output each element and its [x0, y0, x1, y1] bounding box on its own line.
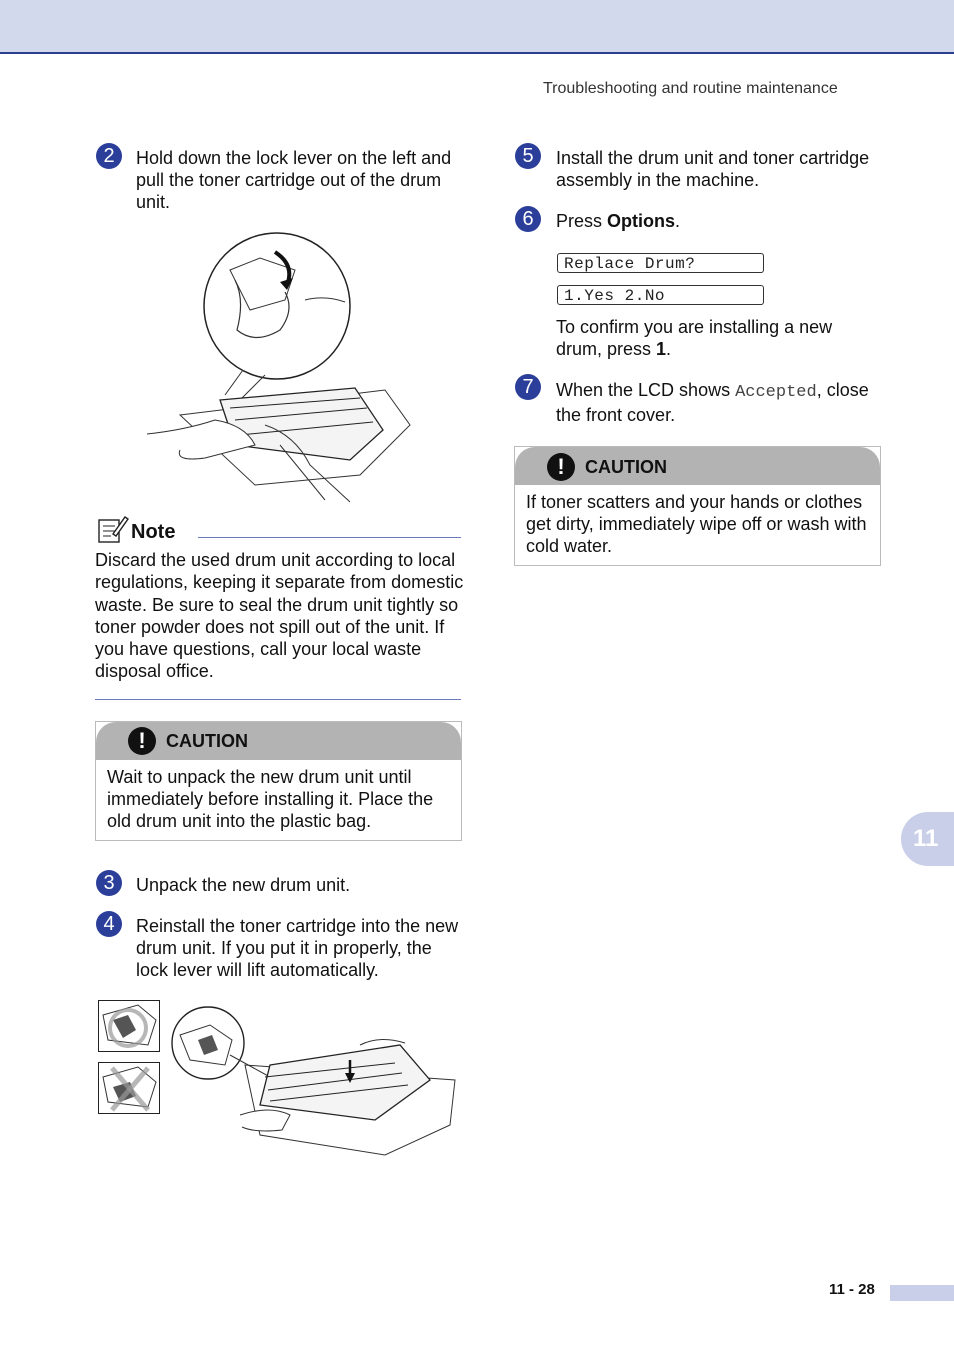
running-head: Troubleshooting and routine maintenance: [543, 80, 838, 97]
page-number: 11 - 28: [829, 1281, 875, 1298]
note-pencil-icon: [97, 514, 129, 544]
note-body: Discard the used drum unit according to local regulations, keeping it separate from domestic waste. Be sure to seal the drum unit tightly so toner powder does not spill out of the unit. If you have questions, call your local waste disposal office.: [95, 550, 464, 682]
step-6-text: Press Options.: [556, 211, 681, 231]
caution-text: Wait to unpack the new drum unit until immediately before installing it. Place the old drum unit into the plastic bag.: [107, 767, 434, 831]
note-divider-bottom: [95, 699, 461, 700]
step-number-3: 3: [96, 870, 122, 896]
note-divider-top: [198, 537, 461, 538]
key-1-label: 1: [656, 339, 667, 359]
exclamation-icon: !: [547, 453, 575, 481]
step-7-text: When the LCD shows Accepted, close the front cover.: [556, 380, 869, 425]
caution-text: If toner scatters and your hands or clothes get dirty, immediately wipe off or wash with cold water.: [526, 492, 867, 556]
step-number-6: 6: [515, 206, 541, 232]
step-number-7: 7: [515, 374, 541, 400]
step-4-text: Reinstall the toner cartridge into the new drum unit. If you put it in properly, the lock lever will lift automatically.: [136, 916, 459, 980]
toner-reinstall-illustration: [170, 1005, 460, 1160]
step-3-text: Unpack the new drum unit.: [136, 875, 351, 895]
step-5-text: Install the drum unit and toner cartridge assembly in the machine.: [556, 148, 870, 190]
chapter-tab: 11: [901, 812, 954, 866]
caution-box-left: [95, 721, 462, 841]
lcd-accepted-text: Accepted: [735, 383, 817, 402]
step-number-4: 4: [96, 911, 122, 937]
step-2-text: Hold down the lock lever on the left and pull the toner cartridge out of the drum unit.: [136, 148, 452, 212]
options-key-label: Options: [607, 211, 676, 231]
caution-title: CAUTION: [585, 457, 667, 477]
note-title: Note: [131, 521, 176, 543]
top-header-band: [0, 0, 954, 54]
caution-title: CAUTION: [166, 731, 248, 751]
caution-box-right: [514, 446, 881, 566]
lock-lever-correct-illustration: [98, 1000, 160, 1052]
page-number-bar: [890, 1285, 954, 1301]
lock-lever-wrong-illustration: [98, 1062, 160, 1114]
exclamation-icon: !: [128, 727, 156, 755]
lcd-line-1: Replace Drum?: [557, 253, 764, 273]
step-6-confirm-text: To confirm you are installing a new drum, press 1.: [556, 317, 833, 359]
toner-removal-illustration: [145, 230, 415, 508]
step-number-5: 5: [515, 143, 541, 169]
step-number-2: 2: [96, 143, 122, 169]
lcd-line-2: 1.Yes 2.No: [557, 285, 764, 305]
